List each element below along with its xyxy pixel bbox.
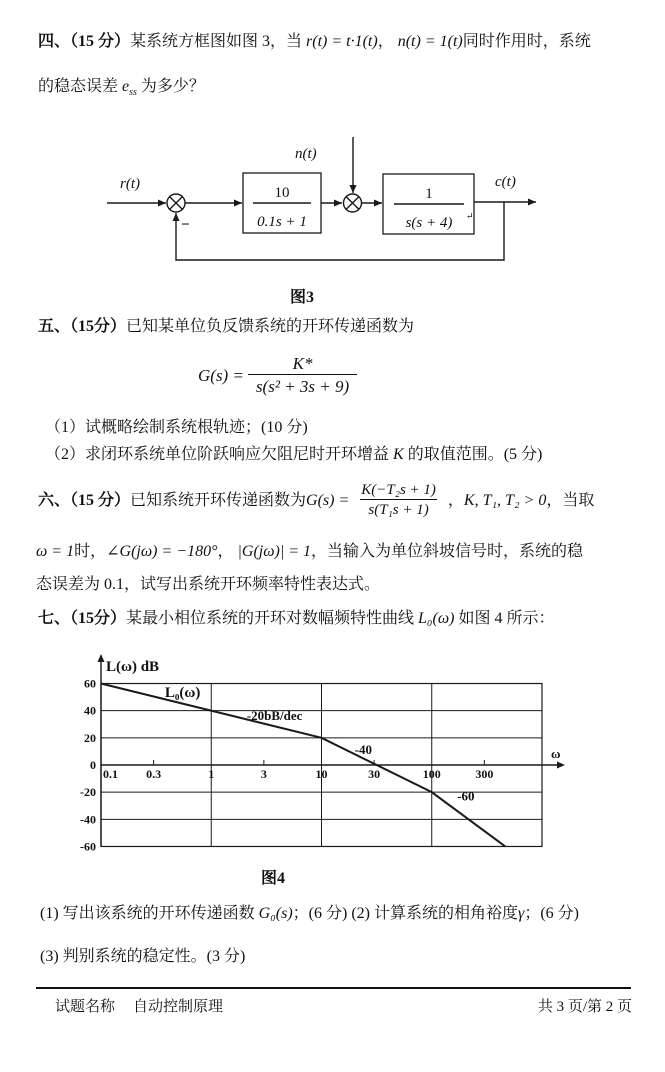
arrowhead-icon bbox=[334, 200, 342, 207]
q6-text2: ，当取 bbox=[546, 492, 595, 509]
y-tick-label: -40 bbox=[80, 812, 96, 827]
q7-heading: 七、（15分） bbox=[38, 610, 127, 627]
q6-math-angle: ∠G(jω) = −180° bbox=[106, 543, 218, 560]
q4-math-ess-sub: ss bbox=[129, 87, 137, 99]
curve-annotation: L₀(ω) bbox=[164, 685, 201, 702]
q5-item2 bbox=[45, 444, 542, 466]
footer-rule bbox=[36, 987, 631, 989]
q6-l2-text1: 时， bbox=[74, 543, 107, 560]
q4-math-rt: r(t) = t·1(t) bbox=[306, 33, 378, 50]
figure3-block-diagram bbox=[0, 130, 665, 315]
x-tick-label: 10 bbox=[315, 767, 328, 781]
block1-denominator: 0.1s + 1 bbox=[257, 214, 307, 230]
q5-item2-k: K bbox=[393, 446, 404, 463]
footer-exam-name: 自动控制原理 bbox=[133, 999, 224, 1015]
footer-left bbox=[55, 996, 223, 1018]
output-signal-label: c(t) bbox=[495, 174, 516, 190]
noise-signal-label: n(t) bbox=[295, 146, 317, 162]
y-tick-label: -60 bbox=[80, 839, 96, 854]
figure4-caption: 图4 bbox=[260, 870, 285, 887]
x-tick-label: 0.1 bbox=[103, 767, 118, 781]
footer-exam-label: 试题名称 bbox=[55, 999, 116, 1015]
q7-items-1-2 bbox=[40, 903, 579, 925]
q7-heading-line bbox=[38, 608, 554, 630]
arrowhead-icon bbox=[350, 185, 357, 193]
y-tick-label: -20 bbox=[80, 785, 96, 800]
q6-math-omega: ω = 1 bbox=[36, 543, 75, 560]
q6-text1: 已知系统开环传递函数为 bbox=[130, 492, 307, 509]
feedback-line bbox=[176, 202, 504, 260]
q6-comma: ， bbox=[447, 492, 464, 509]
y-axis-title: L(ω) dB bbox=[106, 659, 160, 675]
figure3-caption: 图3 bbox=[289, 289, 315, 306]
q4-heading: 四、（15 分） bbox=[38, 33, 131, 50]
minus-sign: − bbox=[181, 217, 190, 233]
q6-l2-text2: ， bbox=[217, 543, 238, 560]
x-tick-label: 0.3 bbox=[146, 767, 162, 781]
arrowhead-icon bbox=[173, 213, 180, 221]
footer-page-number: 共 3 页/第 2 页 bbox=[537, 999, 632, 1015]
x-axis-title: ω bbox=[551, 746, 561, 761]
y-tick-label: 40 bbox=[84, 703, 96, 718]
q4-sep: ， bbox=[377, 33, 398, 50]
q4-text2: 同时作用时，系统 bbox=[462, 33, 591, 50]
curve-annotation: -60 bbox=[457, 788, 475, 804]
y-tick-label: 0 bbox=[90, 758, 96, 772]
q6-heading: 六、（15 分） bbox=[38, 492, 131, 509]
q7-math-gamma: γ bbox=[518, 905, 525, 922]
q7-item3: (3) 判别系统的稳定性。(3 分) bbox=[40, 948, 246, 965]
q6-formula-denominator: s(T₁s + 1) bbox=[360, 499, 436, 521]
q7-math-L0: L₀(ω) bbox=[418, 610, 455, 627]
q5-item1: （1）试概略绘制系统根轨迹；(10 分) bbox=[45, 419, 308, 436]
q5-heading-line bbox=[38, 316, 414, 338]
q4-text3: 的稳态误差 bbox=[38, 78, 123, 95]
q5-item2-text2: 的取值范围。(5 分) bbox=[403, 446, 543, 463]
y-axis-arrow-icon bbox=[98, 654, 105, 662]
x-tick-label: 3 bbox=[260, 767, 267, 781]
q7-text1: 某最小相位系统的开环对数幅频特性曲线 bbox=[126, 610, 419, 627]
q7-item1-text: (1) 写出该系统的开环传递函数 bbox=[40, 905, 259, 922]
q7-item2-points: ；(6 分) bbox=[524, 905, 579, 922]
arrowhead-icon bbox=[374, 200, 382, 207]
y-tick-label: 20 bbox=[84, 730, 96, 745]
x-tick-label: 1 bbox=[208, 767, 215, 781]
q7-math-G0s: G₀(s) bbox=[258, 905, 293, 922]
q6-formula-lhs: G(s) = bbox=[306, 492, 350, 509]
x-tick-label: 300 bbox=[475, 767, 494, 781]
q5-formula-numerator: K* bbox=[292, 354, 313, 373]
x-tick-label: 30 bbox=[368, 767, 381, 781]
block1-numerator: 10 bbox=[274, 185, 290, 201]
x-axis-arrow-icon bbox=[557, 762, 565, 769]
q6-l2-text3: ，当输入为单位斜坡信号时，系统的稳 bbox=[311, 543, 584, 560]
q4-line2 bbox=[38, 76, 205, 104]
q6-condition: K, T₁, T₂ > 0 bbox=[463, 492, 547, 509]
curve-annotation: -20bB/dec bbox=[246, 708, 303, 724]
q6-line1 bbox=[38, 474, 594, 528]
q4-line1 bbox=[38, 31, 591, 53]
q5-heading: 五、（15分） bbox=[38, 318, 127, 335]
q5-text1: 已知某单位负反馈系统的开环传递函数为 bbox=[126, 318, 415, 335]
q4-math-nt: n(t) = 1(t) bbox=[397, 33, 463, 50]
return-mark: ↵ bbox=[466, 211, 474, 221]
q4-math-ess: e bbox=[122, 78, 130, 95]
q5-formula-denominator: s(s² + 3s + 9) bbox=[248, 374, 357, 398]
q4-text1: 某系统方框图如图 3，当 bbox=[130, 33, 307, 50]
block2-numerator: 1 bbox=[425, 186, 433, 202]
x-tick-label: 100 bbox=[422, 767, 441, 781]
q5-item2-text1: （2）求闭环系统单位阶跃响应欠阻尼时开环增益 bbox=[45, 446, 394, 463]
q6-line2 bbox=[36, 541, 583, 563]
q5-formula bbox=[198, 354, 361, 398]
q4-text4: 为多少？ bbox=[136, 78, 205, 95]
arrowhead-icon bbox=[528, 199, 536, 206]
y-tick-label: 60 bbox=[84, 676, 96, 691]
q5-formula-fraction bbox=[248, 354, 357, 398]
q6-line3: 态误差为 0.1，试写出系统开环频率特性表达式。 bbox=[36, 576, 381, 593]
q6-math-magnitude: |G(jω)| = 1 bbox=[237, 543, 312, 560]
q6-formula-numerator: K(−T₂s + 1) bbox=[361, 481, 436, 498]
curve-annotation: -40 bbox=[354, 742, 373, 758]
arrowhead-icon bbox=[234, 200, 242, 207]
figure4-bode-plot bbox=[0, 648, 665, 860]
input-signal-label: r(t) bbox=[120, 176, 140, 192]
q7-item2-text: ；(6 分) (2) 计算系统的相角裕度 bbox=[292, 905, 518, 922]
q6-formula-fraction bbox=[353, 482, 444, 521]
q7-text2: 如图 4 所示： bbox=[454, 610, 555, 627]
q5-formula-lhs: G(s) = bbox=[198, 365, 244, 385]
block2-denominator: s(s + 4) bbox=[405, 215, 453, 231]
arrowhead-icon bbox=[158, 200, 166, 207]
